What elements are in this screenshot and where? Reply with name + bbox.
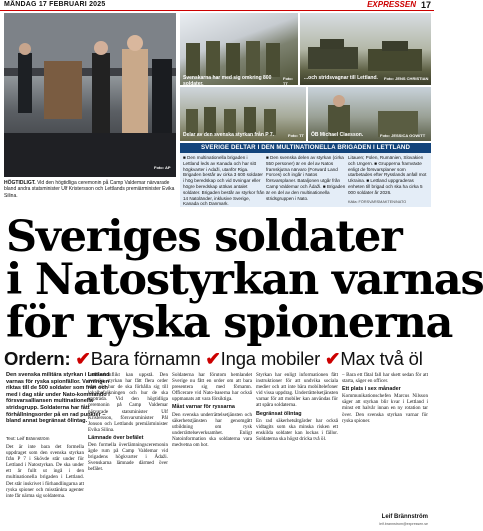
order-banner <box>4 348 432 370</box>
banner-item-1: Bara förnamn <box>90 348 201 369</box>
fact-column-3: Litauen; Polen, Rumänien, Slovakien och Ungern. ■ Grupperna framväxte enligt de försvarsplaner som utarbetades efter Rysslands anfall mot Ukraina. ■ Lettland uppgraderas enheten till brigad och ska ha cirka 5 000 soldater år 2026. <box>348 155 427 195</box>
headline-line-3: för ryska spionerna <box>6 298 453 348</box>
article-column-4 <box>256 372 338 444</box>
column-heading: Måst varnar för ryssarna <box>172 404 235 411</box>
column-text: Kommunikationschefen Marcus Nilsson säger att styrkan blir kvar i Lettland i minst ett halvår innan en ny rotation tar över. Den svenska styrkan varnar för ryska spioner. <box>342 393 428 424</box>
column-text: Soldaterna har förutom hemlandet Sverige nu fått en order om att bara presentera sig med förnamn. Officerare vid Nato-baserna har också uppmanats att vara försiktiga. <box>172 372 252 403</box>
byline: Text: Leif Brännström <box>6 436 50 441</box>
column-heading: Ett plats i sex månader <box>342 386 401 393</box>
p7-caption: Delar av den svenska styrkan från P 7. <box>183 132 275 138</box>
photo-credit: Foto: JENS CHRISTIAN <box>384 76 429 81</box>
check-icon: ✔ <box>325 348 341 369</box>
photo-credit: Foto: AP <box>154 165 171 170</box>
photo-credit: Foto: TT <box>288 133 304 138</box>
column-text: – Bara ett fåtal fall har skett sedan för att starta, säger en officer. <box>342 372 428 385</box>
ob-photo <box>308 87 431 141</box>
p7-troops-photo <box>180 87 306 141</box>
headline-line-2: i Natostyrkan varnas <box>6 255 483 305</box>
column-text: Den svenska underrättelsetjänsten och säkerhetstjänsten har genomgått utbildning om rysk underrättelseverksamhet. Enligt Natoinformation ska soldaterna vara medvetna om hot. <box>172 411 252 449</box>
ceremony-photo <box>4 13 176 177</box>
column-text: Styrkan har enligt informationen fått instruktioner för att undvika sociala medier och att inte bära mobiltelefoner vid vissa uppdrag. Underrättelsetjänsten varnar för att mobiler kan användas för att spåra soldaterna. <box>256 372 338 409</box>
fact-column-2: ■ Den svenska delen av styrkan (cirka 550 personer) är en del av Natos framskjutna närvaro (Forward Land Forces) och ingår i Natos försvarsplaner. Bataljonen utgår från Camp Valdemar och Ådaži. ■ Brigaden är en del av den multinationella stridsgruppen i Nato. <box>266 155 346 201</box>
newspaper-logo: EXPRESSEN <box>367 0 416 9</box>
fact-box <box>180 143 431 207</box>
caption-lead: HÖGTIDLIGT. <box>4 180 36 186</box>
column-heading: Lämnade över befälet <box>88 434 144 441</box>
fact-column-1: ■ Den multinationella brigaden i Lettland leds av Kanada och har sitt högkvarter i Adaži, utanför Riga. Brigaden består av cirka 3 600 soldater i hög beredskap och vid övningar eller högre beredskap utökas antalet soldater. Brigaden består av styrkor från 14 Natoländer, inklusive Sverige, Kanada och Danmark. <box>183 155 265 207</box>
check-icon: ✔ <box>205 348 221 369</box>
author-signature: Leif Brännström <box>381 514 428 520</box>
article-column-1 <box>6 444 84 501</box>
banner-lead: Ordern: <box>4 348 71 369</box>
author-email: leif.brannstrom@expressen.se <box>379 522 428 526</box>
main-headline <box>6 212 483 348</box>
banner-item-2: Inga mobiler <box>220 348 321 369</box>
article-lead: Den svenska militära styrkan i Lettland varnas för ryska spionfällor. Varningen riktas till de 500 soldater som från och med i dag står under Nato-kommando i försvarsalliansen multinationella stridsgrupp. Soldaterna har fått förhållningsorder på en rad punkter – bland annat begränsat ölintag. <box>6 372 110 425</box>
ceremony-illustration <box>4 13 176 177</box>
fact-box-title: SVERIGE DELTAR I DEN MULTINATIONELLA BRIGADEN I LETTLAND <box>180 143 431 153</box>
photo-credit: Foto: JESSICA GOW/TT <box>380 133 426 138</box>
ob-caption: ÖB Michael Claesson. <box>311 132 364 138</box>
soldiers-caption: Svenskarna har med sig omkring 800 soldater. <box>183 75 272 87</box>
fact-source: Källa: FÖRSVARSMAKTEN/NATO <box>348 200 407 204</box>
banner-item-3: Max två öl <box>340 348 423 369</box>
soldiers-photo <box>180 13 298 85</box>
page-header <box>0 0 434 11</box>
tanks-caption: ...och stridsvagnar till Lettland. <box>304 75 378 81</box>
column-text: Det är inte bara det formella uppdraget som den svenska styrkan från P 7 i Skövde står under för Lettland i Natostyrkan. De ska under ett år fullt ut ingå i den multinationella brigaden i Lettland. Det står inskrivet i förhandlingarna att ryska spioner och misstänkta agenter inte får närma sig soldaterna. <box>6 444 84 499</box>
photo-credit: Foto: TT <box>283 76 293 86</box>
ceremony-caption <box>4 180 176 199</box>
caption-text: Vid den högtidliga ceremonin på Camp Valdemar närvarade bland andra statsminister Ulf Kristersson och Lettlands premiärminister Evika Silina. <box>4 180 175 199</box>
issue-date: MÅNDAG 17 FEBRUARI 2025 <box>4 1 106 8</box>
article-column-2 <box>88 372 168 475</box>
check-icon: ✔ <box>75 348 91 369</box>
column-text: Intressekonflikt kan uppstå. Den svenska styrkan har fått flera order som rör hur de ska förhålla sig till lokalbefolkningen och hur de ska uppträda. Vid den högtidliga ceremonin på Camp Valdemar närvarade statsminister Ulf Kristersson, försvarsminister Pål Jonson och Lettlands premiärminister Evika Silina. <box>88 372 168 433</box>
column-text: Den formella överlämningsceremonin ägde rum på Camp Valdemar vid brigadens högkvarter i Ådaži. Svenskarna lämnade därmed över befälet. <box>88 442 168 473</box>
headline-line-1: Sveriges soldater <box>6 212 402 262</box>
tanks-photo <box>300 13 431 85</box>
article-column-5 <box>342 372 428 426</box>
column-heading: Begränsat ölintag <box>256 410 302 417</box>
article-column-3 <box>172 372 252 450</box>
column-text: En rad säkerhetsåtgärder har också vidtagits som ska minska risken ett enskilda soldater kan lockas i fällor. Soldaterna ska högst dricka två öl. <box>256 417 338 442</box>
page-number: 17 <box>420 0 431 10</box>
